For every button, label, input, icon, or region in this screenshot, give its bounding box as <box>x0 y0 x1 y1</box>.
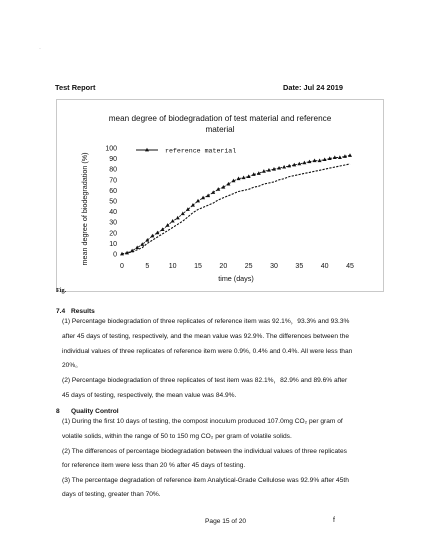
data-point <box>262 169 266 173</box>
x-tick-label: 0 <box>120 263 124 270</box>
y-tick-label: 70 <box>109 177 117 185</box>
y-tick-label: 40 <box>109 209 117 217</box>
data-point <box>338 155 342 159</box>
results-line: (1) Percentage biodegradation of three replicates of reference item was 92.1%，93.3% and 93.3% <box>62 318 350 325</box>
report-date: Date: Jul 24 2019 <box>283 83 343 92</box>
section-number: 7.4 <box>56 308 66 315</box>
x-tick-label: 45 <box>346 263 354 270</box>
x-tick-label: 35 <box>295 263 304 270</box>
results-line: (2) Percentage biodegradation of three replicates of test item was 82.1%，82.9% and 89.6% after <box>62 377 348 384</box>
page-number: Page 15 of 20 <box>205 518 247 525</box>
data-point <box>242 175 246 179</box>
x-tick-label: 40 <box>320 263 329 270</box>
chart-title-line-2: material <box>205 125 235 134</box>
y-tick-label: 0 <box>113 251 117 259</box>
results-line: 20%。 <box>62 362 82 369</box>
results-line: individual values of three replicates of reference item were 0.9%, 0.4% and 0.4%. All were less than <box>62 348 353 355</box>
results-line: 45 days of testing, respectively, the mean value was 84.9%. <box>62 392 237 399</box>
y-tick-label: 20 <box>109 230 117 238</box>
data-point <box>302 161 306 165</box>
section-heading-results: Results <box>71 308 95 315</box>
x-tick-label: 15 <box>194 263 202 270</box>
series-line <box>122 155 350 254</box>
quality-control-line: (3) The percentage degradation of reference item Analytical-Grade Cellulose was 92.9% after 45th <box>62 477 349 484</box>
x-tick-label: 10 <box>168 263 177 270</box>
results-line: after 45 days of testing, respectively, and the mean value was 92.9%. The differences between the <box>62 333 350 340</box>
series-line <box>122 164 350 254</box>
quality-control-line: days of testing, greater than 70%. <box>62 491 161 498</box>
y-tick-label: 80 <box>109 166 117 174</box>
section-number: 8 <box>56 408 60 415</box>
corner-mark: · <box>39 46 41 52</box>
y-tick-label: 60 <box>109 187 117 195</box>
data-point <box>171 219 175 223</box>
legend-label: reference material <box>165 147 237 155</box>
x-tick-label: 20 <box>219 263 228 270</box>
quality-control-line: (1) During the first 10 days of testing, the compost inoculum produced 107.0mg CO₂ per gram of <box>62 418 343 425</box>
data-point <box>348 153 352 157</box>
section-heading-quality-control: Quality Control <box>71 408 119 415</box>
data-point <box>318 159 322 163</box>
y-tick-label: 90 <box>109 156 117 164</box>
data-point <box>166 223 170 227</box>
y-tick-label: 10 <box>109 240 117 248</box>
figure-caption: Fig. <box>56 287 67 294</box>
data-point <box>282 165 286 169</box>
y-axis-title: mean degree of biodegradation (%) <box>80 152 89 266</box>
x-tick-label: 5 <box>145 263 150 270</box>
y-tick-label: 50 <box>109 198 117 206</box>
chart-title-line-1: mean degree of biodegradation of test material and reference <box>108 114 332 123</box>
y-tick-label: 30 <box>109 219 117 227</box>
x-tick-label: 30 <box>270 263 278 270</box>
x-tick-label: 25 <box>244 263 253 270</box>
quality-control-line: (2) The differences of percentage biodegradation between the individual values of three replicates <box>62 448 347 455</box>
report-title: Test Report <box>55 83 96 92</box>
y-tick-label: 100 <box>105 145 117 153</box>
page-mark: f <box>333 517 335 524</box>
quality-control-line: for reference item were less than 20 % after 45 days of testing. <box>62 462 246 469</box>
x-axis-title: time (days) <box>218 274 254 283</box>
plot-area <box>80 146 354 284</box>
quality-control-line: volatile solids, within the range of 50 to 150 mg CO₂ per gram of volatile solids. <box>62 433 292 440</box>
